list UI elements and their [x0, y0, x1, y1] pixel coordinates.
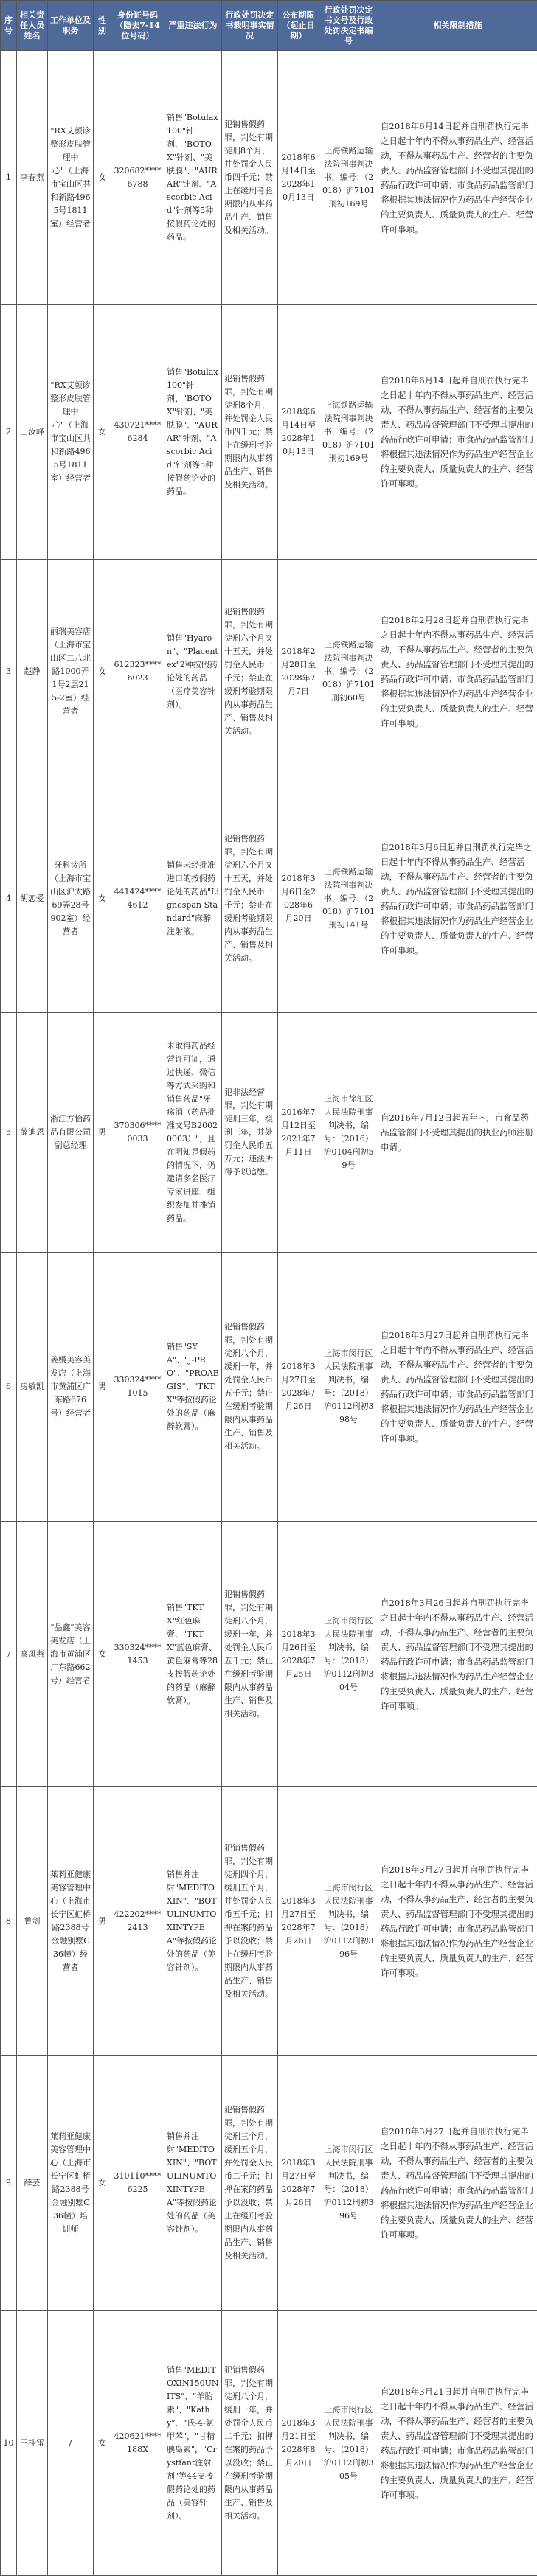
- header-gender: 性别: [94, 1, 111, 51]
- row-name: 胡恋爱: [17, 784, 48, 1013]
- table-row: [1, 305, 537, 560]
- header-work: 工作单位及职务: [48, 1, 94, 51]
- row-doc: 上海市闵行区人民法院刑事判决书，编号：（2018）沪0112刑初304号: [319, 1522, 378, 1787]
- row-work: 姜媛美容美发店（上海市黄浦区广东路676号）经营者: [48, 1253, 94, 1522]
- row-gender: 女: [94, 51, 111, 305]
- row-facts: 犯销售假药罪，判处有期徒刑四个月，缓刑五个月，并处罚金人民币五千元；扣押在案的药品予以没收；禁止在缓刑考验期限内从事药品生产、销售及相关活动。: [222, 1787, 278, 2056]
- row-violation: 销售"TKTX"红色麻膏、"TKTX"蓝色麻膏、黄色麻膏等28支按假药论处的药品（麻醉软膏）。: [164, 1522, 222, 1787]
- row-id: 320682****6788: [111, 51, 164, 305]
- row-facts: 犯销售假药罪，判处有期徒刑8个月，并处罚金人民币四千元；禁止在缓刑考验期限内从事药品生产、销售及相关活动。: [222, 305, 278, 560]
- row-gender: 男: [94, 1787, 111, 2056]
- row-work: 莱莉亚健康美容管理中心（上海市长宁区虹桥路2388号金融别墅C36幢）经营者: [48, 1787, 94, 2056]
- row-id: 422202****2413: [111, 1787, 164, 2056]
- row-no: 1: [1, 51, 17, 305]
- row-work: /: [48, 2311, 94, 2576]
- row-measure: 自2018年2月28日起并自刑罚执行完毕之日起十年内不得从事药品生产、经营活动，不得从事药品生产、经营者的主要负责人、药品监督管理部门不受理其提出的药品行政许可申请；市食品药品监管部门将根据其违法情况作为药品生产经营企业的主要负责人、质量负责人的生产、经营许可事项。: [378, 560, 537, 784]
- row-facts: 犯销售假药罪，判处有期徒刑八个月，缓刑一年，并处罚金人民币五千元；禁止在缓刑考验期限内从事药品生产、销售及相关活动。: [222, 1522, 278, 1787]
- row-id: 310110****6225: [111, 2056, 164, 2311]
- row-measure: 自2018年3月26日起并自刑罚执行完毕之日起十年内不得从事药品生产、经营活动，不得从事药品生产、经营者的主要负责人、药品监督管理部门不受理其提出的药品行政许可申请；市食品药品监管部门将根据其违法情况作为药品生产经营企业的主要负责人、质量负责人的生产、经营许可事项。: [378, 1522, 537, 1787]
- row-gender: 女: [94, 305, 111, 560]
- row-violation: 销售并注射"MEDITOXIN"、"BOTULINUMTOXINTYPEA"等按假药论处的药品（美容针剂）。: [164, 1787, 222, 2056]
- row-name: 鲁剑: [17, 1787, 48, 2056]
- row-doc: 上海铁路运输法院刑事判决书，编号：（2018）沪7101刑初169号: [319, 305, 378, 560]
- table-row: [1, 2311, 537, 2576]
- row-violation: 销售"Hyaron"、"Placentex"2种按假药论处的药品（医疗美容针剂）。: [164, 560, 222, 784]
- row-id: 441424****4612: [111, 784, 164, 1013]
- row-period: 2018年6月14日至2028年10月13日: [278, 51, 319, 305]
- row-measure: 自2018年3月27日起并自刑罚执行完毕之日起十年内不得从事药品生产、经营活动，不得从事药品生产、经营者的主要负责人、药品监督管理部门不受理其提出的药品行政许可申请；市食品药品监管部门将根据其违法情况作为药品生产经营企业的主要负责人、质量负责人的生产、经营许可事项。: [378, 1253, 537, 1522]
- row-facts: 犯销售假药罪，判处有期徒刑六个月又十五天，并处罚金人民币一千元；禁止在缓刑考验期限内从事药品生产、销售及相关活动。: [222, 560, 278, 784]
- row-work: "晶鑫"美容美发店（上海市黄浦区广东路662号）经营者: [48, 1522, 94, 1787]
- row-no: 4: [1, 784, 17, 1013]
- row-name: 李春燕: [17, 51, 48, 305]
- header-no: 序号: [1, 1, 17, 51]
- row-no: 10: [1, 2311, 17, 2576]
- header-measure: 相关限制措施: [378, 1, 537, 51]
- row-id: 420621****188X: [111, 2311, 164, 2576]
- row-period: 2018年3月27日至2028年7月26日: [278, 1253, 319, 1522]
- row-facts: 犯销售假药罪，判处有期徒刑三个月，缓刑五个月，并处罚金人民币二千元；扣押在案的药品予以没收；禁止在缓刑考验期限内从事药品生产、销售及相关活动。: [222, 2056, 278, 2311]
- row-doc: 上海市徐汇区人民法院刑事判决书，编号：（2016）沪0104刑初59号: [319, 1013, 378, 1253]
- row-gender: 男: [94, 1013, 111, 1253]
- row-name: 王桂雷: [17, 2311, 48, 2576]
- row-no: 8: [1, 1787, 17, 2056]
- row-gender: 女: [94, 1522, 111, 1787]
- row-work: 浙江方怡药品有限公司副总经理: [48, 1013, 94, 1253]
- row-violation: 销售并注射"MEDITOXIN"、"BOTULINUMTOXINTYPEA"等按假药论处的药品（美容针剂）。: [164, 2056, 222, 2311]
- row-doc: 上海市闵行区人民法院刑事判决书，编号：（2018）沪0112刑初398号: [319, 1253, 378, 1522]
- row-name: 薛芸: [17, 2056, 48, 2311]
- row-period: 2018年3月27日至2028年7月26日: [278, 1787, 319, 2056]
- header-name: 相关责任人员姓名: [17, 1, 48, 51]
- row-period: 2018年3月21日至2028年8月20日: [278, 2311, 319, 2576]
- table-row: [1, 560, 537, 784]
- row-name: 赵静: [17, 560, 48, 784]
- table-row: [1, 1253, 537, 1522]
- row-measure: 自2018年3月6日起并自刑罚执行完毕之日起十年内不得从事药品生产、经营活动，不得从事药品生产、经营者的主要负责人、药品监督管理部门不受理其提出的药品行政许可申请；市食品药品监管部门将根据其违法情况作为药品生产经营企业的主要负责人、质量负责人的生产、经营许可事项。: [378, 784, 537, 1013]
- table-row: [1, 784, 537, 1013]
- header-violation: 严重违法行为: [164, 1, 222, 51]
- row-doc: 上海铁路运输法院刑事判决书，编号：（2018）沪7101刑初141号: [319, 784, 378, 1013]
- row-gender: 女: [94, 2311, 111, 2576]
- row-measure: 自2018年3月27日起并自刑罚执行完毕之日起十年内不得从事药品生产、经营活动，不得从事药品生产、经营者的主要负责人、药品监督管理部门不受理其提出的药品行政许可申请；市食品药品监管部门将根据其违法情况作为药品生产经营企业的主要负责人、质量负责人的生产、经营许可事项。: [378, 2056, 537, 2311]
- row-facts: 犯销售假药罪，判处有期徒刑八个月，缓刑一年，并处罚金人民币五千元；禁止在缓刑考验期限内从事药品生产、销售及相关活动。: [222, 1253, 278, 1522]
- row-doc: 上海铁路运输法院刑事判决书，编号：（2018）沪7101刑初169号: [319, 51, 378, 305]
- row-doc: 上海市闵行区人民法院刑事判决书，编号：（2018）沪0112刑初396号: [319, 2056, 378, 2311]
- row-no: 7: [1, 1522, 17, 1787]
- row-work: 丽瑞美容店（上海市宝山区二八北路1000弄1号2层215-2室）经营者: [48, 560, 94, 784]
- row-work: 牙科诊所（上海市宝山区沪太路69弄28号902室）经营者: [48, 784, 94, 1013]
- row-id: 330324****1453: [111, 1522, 164, 1787]
- row-violation: 未取得药品经营许可证，通过快递、微信等方式采购和销售药品"牙疡消（药品批准文号B20020003）"，且在明知是假药的情况下，仍邀请多名医疗专家讲座、组织参加并推销药品。: [164, 1013, 222, 1253]
- row-gender: 男: [94, 1253, 111, 1522]
- row-no: 3: [1, 560, 17, 784]
- row-id: 330324****1015: [111, 1253, 164, 1522]
- row-no: 9: [1, 2056, 17, 2311]
- row-work: "RX艾颜诊整形皮肤管理中心"（上海市宝山区共和新路4965号1811室）经营者: [48, 305, 94, 560]
- row-violation: 销售"MEDITOXIN150UNITS"、"羊胎素"、"Kathy"、"氏-4-氨甲苯"，"甘精胰岛素"，"Crystfant注射剂"等44支按假药论处的药品（美容针剂）。: [164, 2311, 222, 2576]
- row-no: 6: [1, 1253, 17, 1522]
- row-measure: 自2018年6月14日起并自刑罚执行完毕之日起十年内不得从事药品生产、经营活动，不得从事药品生产、经营者的主要负责人、药品监督管理部门不受理其提出的药品行政许可申请；市食品药品监管部门将根据其违法情况作为药品生产经营企业的主要负责人、质量负责人的生产、经营许可事项。: [378, 51, 537, 305]
- row-gender: 女: [94, 2056, 111, 2311]
- row-facts: 犯销售假药罪，判处有期徒刑六个月又十五天，并处罚金人民币一千元；禁止在缓刑考验期限内从事药品生产、销售及相关活动。: [222, 784, 278, 1013]
- row-id: 430721****6284: [111, 305, 164, 560]
- header-doc: 行政处罚决定书文号及行政处罚决定书编号: [319, 1, 378, 51]
- table-row: [1, 1787, 537, 2056]
- row-no: 5: [1, 1013, 17, 1253]
- row-doc: 上海市闵行区人民法院刑事判决书，编号：（2018）沪0112刑初305号: [319, 2311, 378, 2576]
- row-period: 2018年6月14日至2028年10月13日: [278, 305, 319, 560]
- table-body: [1, 51, 537, 2576]
- table-row: [1, 51, 537, 305]
- table-header-row: [1, 1, 537, 51]
- row-work: "RX艾颜诊整形皮肤管理中心"（上海市宝山区共和新路4965号1811室）经营者: [48, 51, 94, 305]
- row-violation: 销售"Botulax 100"针剂、"BOTOX"针剂、"美肤膜"、"AURAR"针剂、"Ascorbic Acid"针剂等5种按假药论处的药品。: [164, 305, 222, 560]
- row-violation: 销售"SYA"、"J-PRO"、"PROAEGIS"、"TKTX"等按假药论处的药品（麻醉软膏）。: [164, 1253, 222, 1522]
- row-violation: 销售"Botulax 100"针剂、"BOTOX"针剂、"美肤膜"、"AURAR"针剂、"Ascorbic Acid"针剂等5种按假药论处的药品。: [164, 51, 222, 305]
- row-period: 2018年3月26日至2028年7月25日: [278, 1522, 319, 1787]
- row-name: 房敏凯: [17, 1253, 48, 1522]
- header-id: 身份证号码（隐去7-14位号码）: [111, 1, 164, 51]
- row-facts: 犯销售假药罪，判处有期徒刑8个月，并处罚金人民币四千元；禁止在缓刑考验期限内从事药品生产、销售及相关活动。: [222, 51, 278, 305]
- row-facts: 犯销售假药罪，判处有期徒刑八个月，缓刑一年，并处罚金人民币二千元；扣押在案的药品予以没收；禁止在缓刑考验期限内从事药品生产、销售及相关活动。: [222, 2311, 278, 2576]
- row-no: 2: [1, 305, 17, 560]
- row-name: 王汝峰: [17, 305, 48, 560]
- row-id: 612323****6023: [111, 560, 164, 784]
- row-period: 2018年3月27日至2028年7月26日: [278, 2056, 319, 2311]
- row-measure: 自2018年3月21日起并自刑罚执行完毕之日起十年内不得从事药品生产、经营活动，不得从事药品生产、经营者的主要负责人、药品监督管理部门不受理其提出的药品行政许可申请；市食品药品监管部门将根据其违法情况作为药品生产经营企业的主要负责人、质量负责人的生产、经营许可事项。: [378, 2311, 537, 2576]
- row-id: 370306****0033: [111, 1013, 164, 1253]
- row-period: 2016年7月12日至2021年7月11日: [278, 1013, 319, 1253]
- row-gender: 女: [94, 560, 111, 784]
- table-row: [1, 1013, 537, 1253]
- row-measure: 自2018年6月14日起并自刑罚执行完毕之日起十年内不得从事药品生产、经营活动，不得从事药品生产、经营者的主要负责人、药品监督管理部门不受理其提出的药品行政许可申请；市食品药品监管部门将根据其违法情况作为药品生产经营企业的主要负责人、质量负责人的生产、经营许可事项。: [378, 305, 537, 560]
- row-name: 廖凤燕: [17, 1522, 48, 1787]
- row-work: 莱莉亚健康美容管理中心（上海市长宁区虹桥路2388号金融别墅C36幢）培训师: [48, 2056, 94, 2311]
- row-facts: 犯非法经营罪，判处有期徒刑三年，缓刑三年，并处罚金人民币五万元；违法所得予以追缴。: [222, 1013, 278, 1253]
- table-row: [1, 1522, 537, 1787]
- row-period: 2018年3月6日至2028年6月20日: [278, 784, 319, 1013]
- header-period: 公布期限（起止日期）: [278, 1, 319, 51]
- header-facts: 行政处罚决定书载明事实情况: [222, 1, 278, 51]
- row-doc: 上海铁路运输法院刑事判决书，编号：（2018）沪7101刑初60号: [319, 560, 378, 784]
- table-row: [1, 2056, 537, 2311]
- row-name: 薛迪恩: [17, 1013, 48, 1253]
- row-doc: 上海市闵行区人民法院刑事判决书，编号：（2018）沪0112刑初396号: [319, 1787, 378, 2056]
- row-violation: 销售未经批准进口的按假药论处的药品"Lignospan Standard"麻醉注射液。: [164, 784, 222, 1013]
- row-measure: 自2018年3月27日起并自刑罚执行完毕之日起十年内不得从事药品生产、经营活动，不得从事药品生产、经营者的主要负责人、药品监督管理部门不受理其提出的药品行政许可申请；市食品药品监管部门将根据其违法情况作为药品生产经营企业的主要负责人、质量负责人的生产、经营许可事项。: [378, 1787, 537, 2056]
- row-measure: 自2016年7月12日起五年内，市食品药品监管部门不受理其提出的执业药师注册申请。: [378, 1013, 537, 1253]
- row-gender: 女: [94, 784, 111, 1013]
- row-period: 2018年2月28日至2028年7月7日: [278, 560, 319, 784]
